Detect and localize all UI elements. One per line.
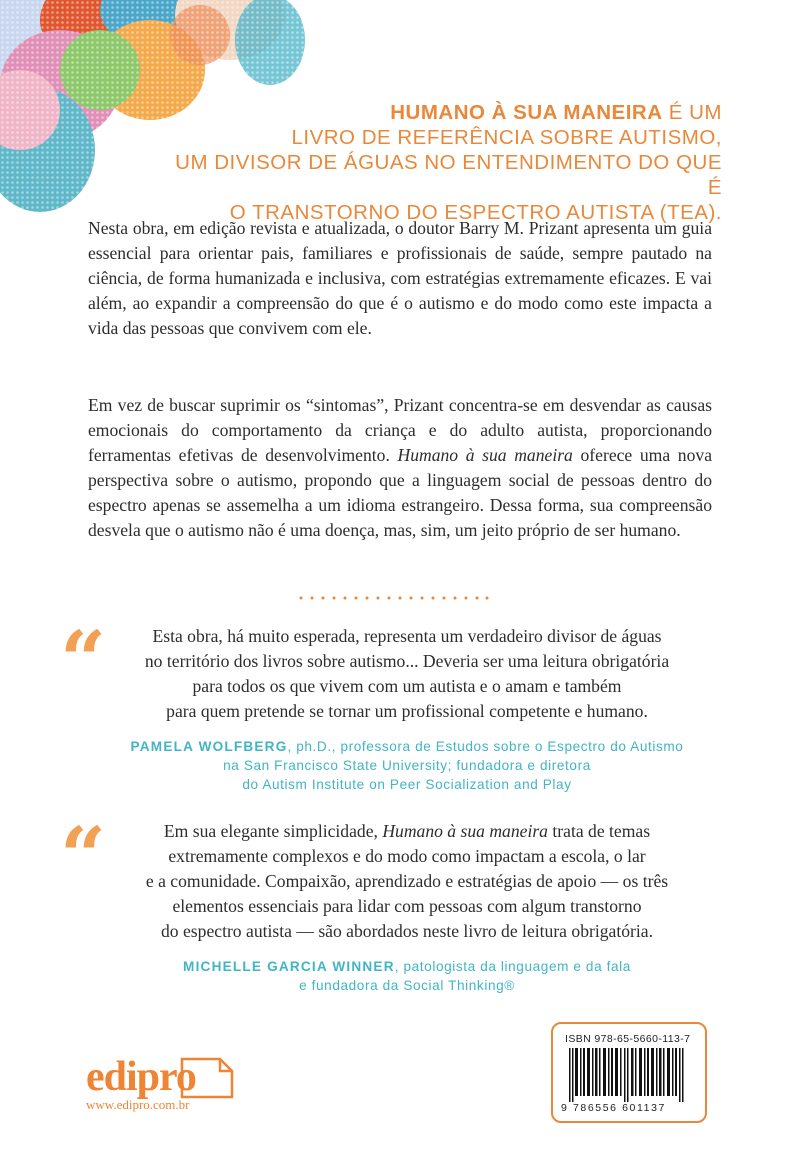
synopsis-paragraph-2: Em vez de buscar suprimir os “sintomas”, Prizant concentra-se em desvendar as causas emocionais do comportamento da criança e do adulto autista, proporcionando ferramentas efetivas de desenvolvimento. Humano à sua maneira oferece uma nova perspectiva sobre o autismo, propondo que a linguagem social de pessoas dentro do espectro apenas se assemelha a um idioma estrangeiro. Dessa forma, sua compreensão desvela que o autismo não é uma doença, mas, sim, um jeito próprio de ser humano. xyxy=(88,395,712,540)
quote-mark-icon: “ xyxy=(60,613,107,707)
publisher-logo xyxy=(86,1053,236,1103)
testimonial-attribution-1: PAMELA WOLFBERG, ph.D., professora de Estudos sobre o Espectro do Autismo na San Francisco State University; fundadora e diretora do Autism Institute on Peer Socialization and Play xyxy=(130,739,684,792)
barcode-icon xyxy=(563,1048,695,1102)
testimonial-quote-2: Em sua elegante simplicidade, Humano à sua maneira trata de temas extremamente complexos e do modo como impactam a escola, o lar e a comunidade. Compaixão, aprendizado e estratégias de apoio — os três elementos essenciais para lidar com pessoas com algum transtorno do espectro autista — são abordados neste livro de leitura obrigatória. xyxy=(145,821,669,941)
dotted-divider xyxy=(299,596,489,600)
headline: HUMANO À SUA MANEIRA É UM LIVRO DE REFERÊNCIA SOBRE AUTISMO, UM DIVISOR DE ÁGUAS NO ENTENDIMENTO DO QUE É O TRANSTORNO DO ESPECTRO AUTISTA (TEA). xyxy=(175,101,722,224)
author-name: PAMELA WOLFBERG xyxy=(130,739,288,754)
quote-mark-icon: “ xyxy=(60,809,107,903)
barcode-number: 9 786556 601137 xyxy=(561,1102,666,1114)
author-name: MICHELLE GARCIA WINNER xyxy=(183,959,395,974)
publisher-url: www.edipro.com.br xyxy=(86,1097,190,1112)
book-title: HUMANO À SUA MANEIRA xyxy=(390,101,663,124)
synopsis-paragraph-1: Nesta obra, em edição revista e atualizada, o doutor Barry M. Prizant apresenta um guia essencial para orientar pais, familiares e profissionais de saúde, sempre pautado na ciência, de forma humanizada e inclusiva, com estratégias extremamente eficazes. E vai além, ao expandir a compreensão do que é o autismo e do modo como este impacta a vida das pessoas que convivem com ele. xyxy=(88,218,712,338)
barcode-box xyxy=(551,1022,707,1123)
logo-text: edipro xyxy=(86,1054,196,1100)
testimonial-attribution-2: MICHELLE GARCIA WINNER, patologista da linguagem e da fala e fundadora da Social Thinking® xyxy=(183,959,631,993)
isbn-label: ISBN 978-65-5660-113-7 xyxy=(565,1033,691,1045)
testimonial-quote-1: Esta obra, há muito esperada, representa um verdadeiro divisor de águas no território dos livros sobre autismo... Deveria ser uma leitura obrigatória para todos os que vivem com um autista e o amam e também para quem pretende se tornar um profissional competente e humano. xyxy=(144,626,670,721)
